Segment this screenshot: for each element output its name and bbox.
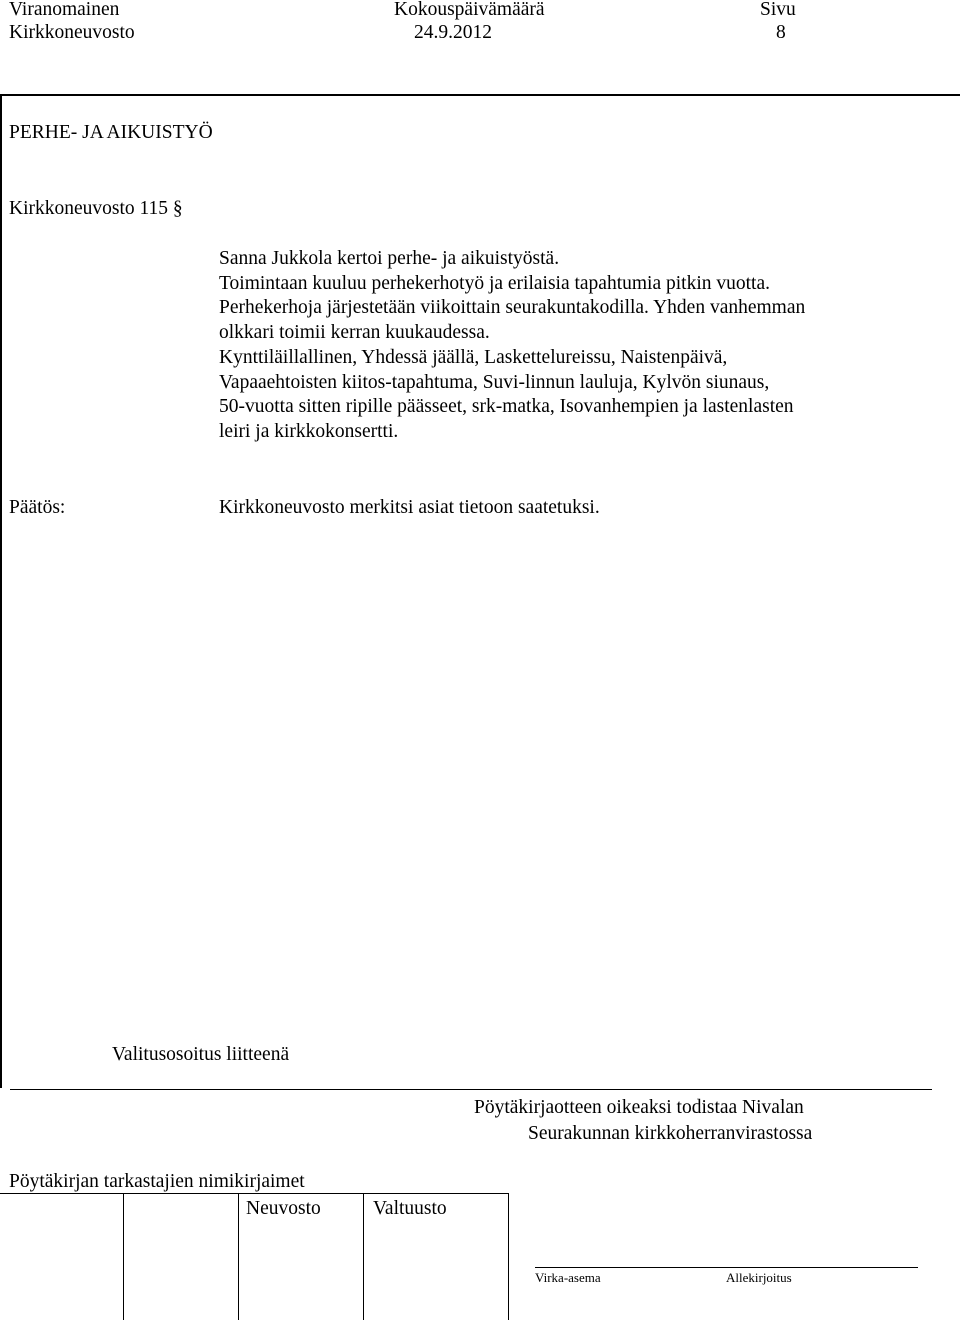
certification-line-2: Seurakunnan kirkkoherranvirastossa: [528, 1123, 813, 1144]
footer-separator: [10, 1089, 932, 1090]
appeal-note: Valitusosoitus liitteenä: [112, 1044, 290, 1065]
body-line: 50-vuotta sitten ripille päässeet, srk-matka, Isovanhempien ja lastenlasten: [219, 396, 794, 418]
initials-col-valtuusto: Valtuusto: [373, 1198, 447, 1219]
frame-top-border: [0, 94, 960, 96]
header-date-value: 24.9.2012: [414, 22, 492, 43]
initials-table-divider: [363, 1193, 364, 1320]
initials-col-neuvosto: Neuvosto: [246, 1198, 321, 1219]
decision-label: Päätös:: [9, 497, 66, 518]
header-page-value: 8: [776, 22, 786, 43]
body-line: leiri ja kirkkokonsertti.: [219, 420, 399, 442]
signature-line: [535, 1267, 918, 1268]
initials-table-divider: [123, 1193, 124, 1320]
certification-line-1: Pöytäkirjaotteen oikeaksi todistaa Nivalan: [474, 1097, 804, 1118]
body-line: Kynttiläillallinen, Yhdessä jäällä, Laskettelureissu, Naistenpäivä,: [219, 346, 728, 368]
header-page-label: Sivu: [760, 0, 796, 20]
minutes-body: [219, 247, 805, 445]
initials-label: Pöytäkirjan tarkastajien nimikirjaimet: [9, 1171, 305, 1192]
decision-text: Kirkkoneuvosto merkitsi asiat tietoon saatetuksi.: [219, 497, 600, 518]
section-title: PERHE- JA AIKUISTYÖ: [9, 122, 213, 143]
body-line: Toimintaan kuuluu perhekerhotyö ja erilaisia tapahtumia pitkin vuotta.: [219, 272, 770, 294]
position-label: Virka-asema: [535, 1270, 601, 1285]
frame-left-border: [0, 94, 2, 1088]
initials-table-divider: [238, 1193, 239, 1320]
header-authority-value: Kirkkoneuvosto: [9, 22, 135, 43]
body-line: Vapaaehtoisten kiitos-tapahtuma, Suvi-linnun lauluja, Kylvön siunaus,: [219, 371, 770, 393]
body-line: Sanna Jukkola kertoi perhe- ja aikuistyöstä.: [219, 248, 560, 269]
paragraph-reference: Kirkkoneuvosto 115 §: [9, 198, 183, 219]
body-line: olkkari toimii kerran kuukaudessa.: [219, 322, 490, 344]
header-date-label: Kokouspäivämäärä: [394, 0, 545, 20]
body-line: Perhekerhoja järjestetään viikoittain seurakuntakodilla. Yhden vanhemman: [219, 297, 806, 319]
header-authority-label: Viranomainen: [9, 0, 120, 20]
signature-label: Allekirjoitus: [726, 1270, 792, 1285]
